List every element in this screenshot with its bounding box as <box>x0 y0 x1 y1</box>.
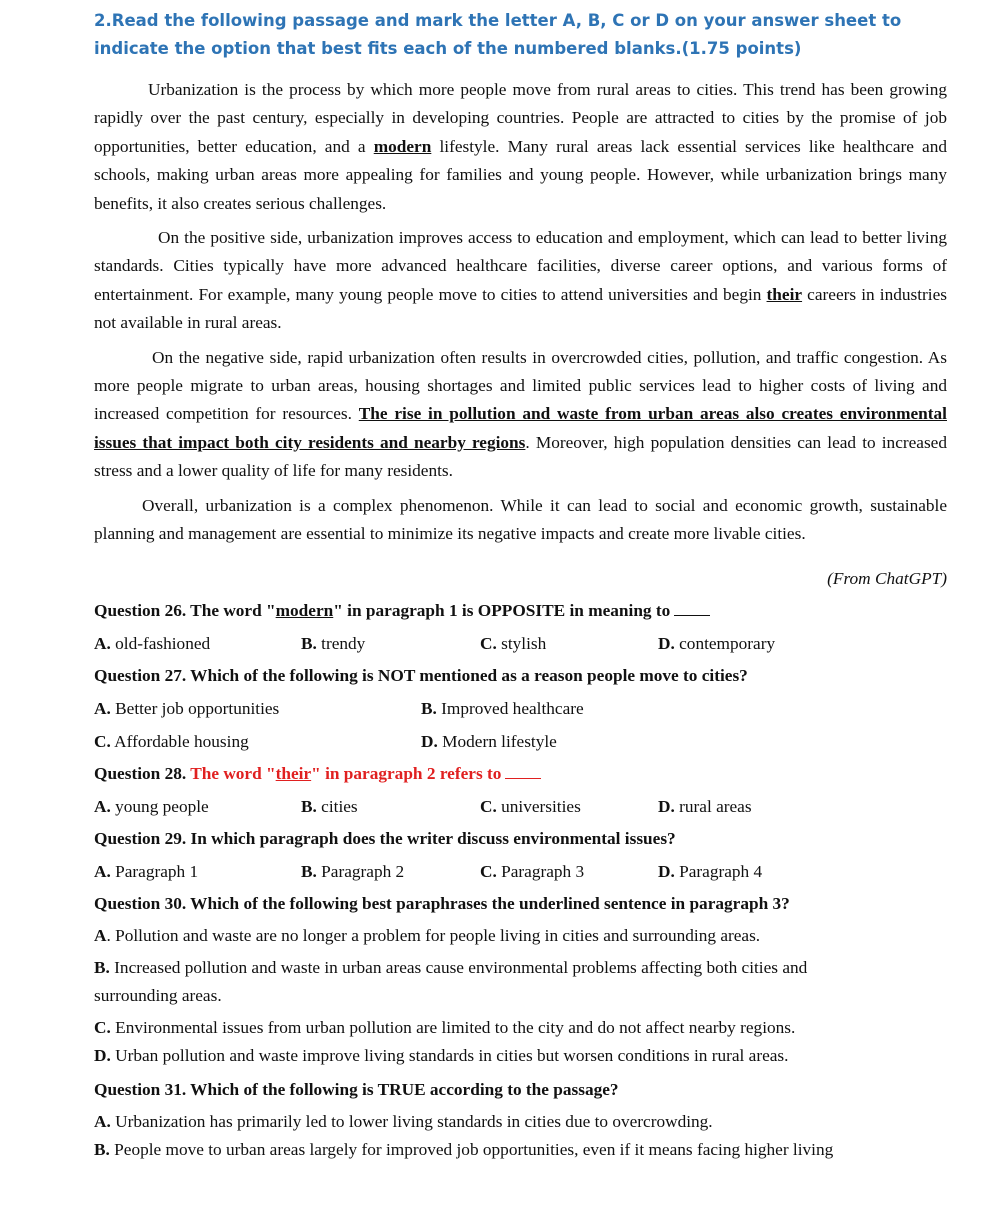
q28-option-a[interactable]: A. young people <box>94 796 209 816</box>
q26-option-b[interactable]: B. trendy <box>301 633 366 653</box>
answer-blank <box>674 601 710 616</box>
q26-option-d[interactable]: D. contemporary <box>658 633 776 653</box>
q29-option-b[interactable]: B. Paragraph 2 <box>301 861 405 881</box>
q27-options-row-1 <box>94 695 947 723</box>
question-26 <box>94 597 947 625</box>
q29-options <box>94 858 947 886</box>
q26-option-c[interactable]: C. stylish <box>480 633 547 653</box>
question-29: Question 29. In which paragraph does the writer discuss environmental issues? <box>94 828 676 848</box>
q28-option-c[interactable]: C. universities <box>480 796 581 816</box>
q28-label: Question 28. <box>94 763 191 783</box>
q30-option-c[interactable]: C. Environmental issues from urban pollution are limited to the city and do not affect nearby regions. <box>94 1017 796 1037</box>
q27-option-b[interactable]: B. Improved healthcare <box>421 698 584 718</box>
q30-option-d[interactable]: D. Urban pollution and waste improve living standards in cities but worsen conditions in rural areas. <box>94 1045 789 1065</box>
q27-options-row-2 <box>94 728 947 756</box>
p2-text-after: careers in industries not available in rural areas. <box>94 284 947 333</box>
q29-option-d[interactable]: D. Paragraph 4 <box>658 861 763 881</box>
q26-option-a[interactable]: A. old-fashioned <box>94 633 211 653</box>
question-31: Question 31. Which of the following is TRUE according to the passage? <box>94 1079 619 1099</box>
passage-paragraph-3 <box>94 344 947 486</box>
q28-prefix: The word " <box>190 763 276 783</box>
q30-option-a[interactable]: A. Pollution and waste are no longer a problem for people living in cities and surrounding areas. <box>94 925 761 945</box>
q31-option-a[interactable]: A. Urbanization has primarily led to lower living standards in cities due to overcrowding. <box>94 1111 713 1131</box>
q28-option-b[interactable]: B. cities <box>301 796 358 816</box>
q31-option-b[interactable]: B. People move to urban areas largely for improved job opportunities, even if it means facing higher living <box>94 1139 834 1159</box>
q28-word: their <box>275 763 312 783</box>
passage-paragraph-2 <box>94 224 947 338</box>
passage-paragraph-4: Overall, urbanization is a complex phenomenon. While it can lead to social and economic growth, sustainable planning and management are essential to minimize its negative impacts and create more livable cities. <box>94 495 947 544</box>
question-28 <box>94 760 947 788</box>
p3-text-before: On the negative side, rapid urbanization often results in overcrowded cities, pollution, and traffic congestion. As more people migrate to urban areas, housing shortages and limited public services lead to higher costs of living and increased competition for resources. <box>94 347 947 424</box>
q26-word: modern <box>275 600 334 620</box>
q27-option-a[interactable]: A. Better job opportunities <box>94 698 280 718</box>
q26-prefix: Question 26. The word " <box>94 600 276 620</box>
p1-underlined-word: modern <box>373 136 432 156</box>
question-27: Question 27. Which of the following is NOT mentioned as a reason people move to cities? <box>94 665 748 685</box>
answer-blank <box>505 764 541 779</box>
p2-underlined-word: their <box>766 284 803 304</box>
q26-suffix: " in paragraph 1 is OPPOSITE in meaning to <box>333 600 671 620</box>
p1-text-before: Urbanization is the process by which more people move from rural areas to cities. This trend has been growing rapidly over the past century, especially in developing countries. People are attracted to cities by the promise of job opportunities, better education, and a <box>94 80 947 156</box>
q30-option-b-continued: surrounding areas. <box>94 985 222 1005</box>
exam-page <box>94 0 947 1164</box>
p1-text-after: lifestyle. Many rural areas lack essential services like healthcare and schools, making urban areas more appealing for families and young people. However, while urbanization brings many benefits, it also creates serious challenges. <box>94 136 948 213</box>
q27-option-c[interactable]: C. Affordable housing <box>94 731 249 751</box>
p2-text-before: On the positive side, urbanization improves access to education and employment, which can lead to better living standards. Cities typically have more advanced healthcare facilities, diverse career options, and various forms of entertainment. For example, many young people move to cities to attend universities and begin <box>94 228 947 304</box>
passage-paragraph-1 <box>94 76 947 218</box>
q28-suffix: " in paragraph 2 refers to <box>311 763 502 783</box>
q28-option-d[interactable]: D. rural areas <box>658 796 752 816</box>
p3-underlined-sentence: The rise in pollution and waste from urban areas also creates environmental issues that impact both city residents and nearby regions <box>94 404 947 452</box>
q26-options <box>94 630 947 658</box>
passage-source: (From ChatGPT) <box>827 568 947 588</box>
q29-option-a[interactable]: A. Paragraph 1 <box>94 861 199 881</box>
p3-text-after: . Moreover, high population densities can lead to increased stress and a lower quality of life for many residents. <box>94 432 947 481</box>
question-30: Question 30. Which of the following best paraphrases the underlined sentence in paragraph 3? <box>94 893 790 913</box>
q30-option-b[interactable]: B. Increased pollution and waste in urban areas cause environmental problems affecting both cities and <box>94 957 808 977</box>
q29-option-c[interactable]: C. Paragraph 3 <box>480 861 585 881</box>
q28-options <box>94 793 947 821</box>
q27-option-d[interactable]: D. Modern lifestyle <box>421 731 557 751</box>
section-instruction: 2.Read the following passage and mark the letter A, B, C or D on your answer sheet to indicate the option that best fits each of the numbered blanks.(1.75 points) <box>94 11 902 58</box>
